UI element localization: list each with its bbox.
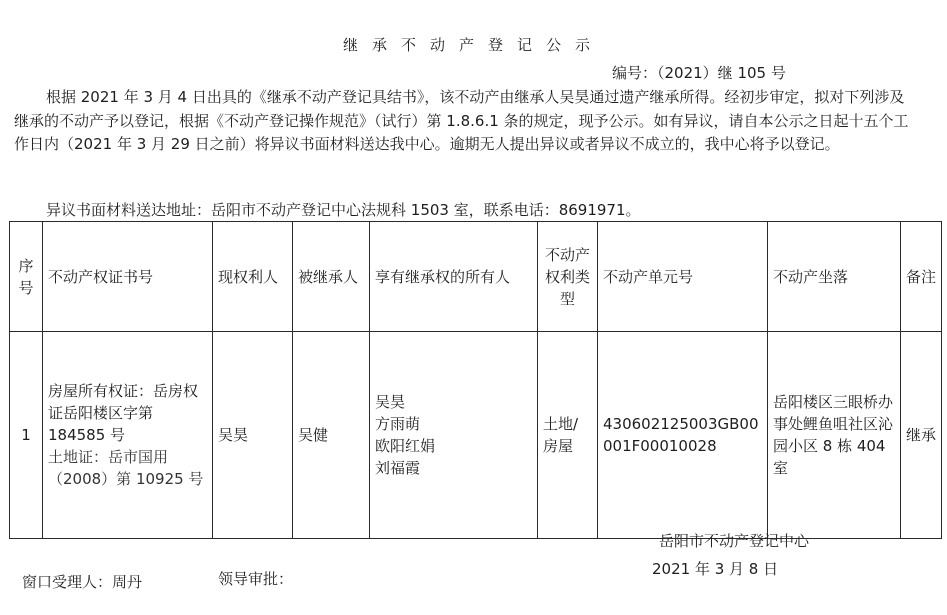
heir-name: 吴昊 (375, 393, 406, 411)
header-type: 不动产权利类型 (538, 222, 598, 332)
cell-location: 岳阳楼区三眼桥办事处鲤鱼咀社区沁园小区 8 栋 404 室 (768, 332, 901, 539)
issue-date: 2021 年 3 月 8 日 (652, 560, 779, 578)
notice-title: 继承不动产登记公示 (342, 36, 604, 54)
cell-note: 继承 (901, 332, 942, 539)
header-unit: 不动产单元号 (598, 222, 768, 332)
cell-unit: 430602125003GB00001F00010028 (598, 332, 768, 539)
cell-heirs (370, 332, 538, 539)
cell-seq: 1 (10, 332, 43, 539)
window-clerk: 窗口受理人：周丹 (22, 573, 143, 591)
leader-approval: 领导审批： (218, 570, 294, 588)
heir-name: 刘福霞 (375, 459, 421, 477)
notice-body (14, 86, 914, 157)
table-header-row (10, 222, 942, 332)
header-decedent: 被继承人 (293, 222, 370, 332)
header-cert: 不动产权证书号 (43, 222, 213, 332)
header-location: 不动产坐落 (768, 222, 901, 332)
cert-land: 土地证：岳市国用（2008）第 10925 号 (48, 448, 204, 488)
serial-number: 编号：（2021）继 105 号 (612, 64, 786, 82)
objection-address: 异议书面材料送达地址：岳阳市不动产登记中心法规科 1503 室，联系电话：8691971。 (46, 201, 641, 219)
cert-house: 房屋所有权证：岳房权证岳阳楼区字第 184585 号 (48, 382, 199, 444)
header-note: 备注 (901, 222, 942, 332)
cell-decedent: 吴健 (293, 332, 370, 539)
heir-name: 欧阳红娟 (375, 437, 436, 455)
issuer-name: 岳阳市不动产登记中心 (659, 532, 810, 550)
cell-type: 土地/房屋 (538, 332, 598, 539)
cell-owner: 吴昊 (213, 332, 293, 539)
header-owner: 现权利人 (213, 222, 293, 332)
cell-cert (43, 332, 213, 539)
header-seq: 序号 (10, 222, 43, 332)
notice-paragraph: 根据 2021 年 3 月 4 日出具的《继承不动产登记具结书》，该不动产由继承人吴昊通过遗产继承所得。经初步审定，拟对下列涉及继承的不动产予以登记，根据《不动产登记操作规范》（试行）第 1.8.6.1 条的规定，现予公示。如有异议，请自本公示之日起十五个工作日内（2021 年 3 月 29 日之前）将异议书面材料送达我中心。逾期无人提出异议或者异议不成立的，我中心将予以登记。 (14, 88, 909, 153)
heir-name: 方雨萌 (375, 415, 421, 433)
header-heirs: 享有继承权的所有人 (370, 222, 538, 332)
table-row (10, 332, 942, 539)
property-table (9, 221, 942, 539)
